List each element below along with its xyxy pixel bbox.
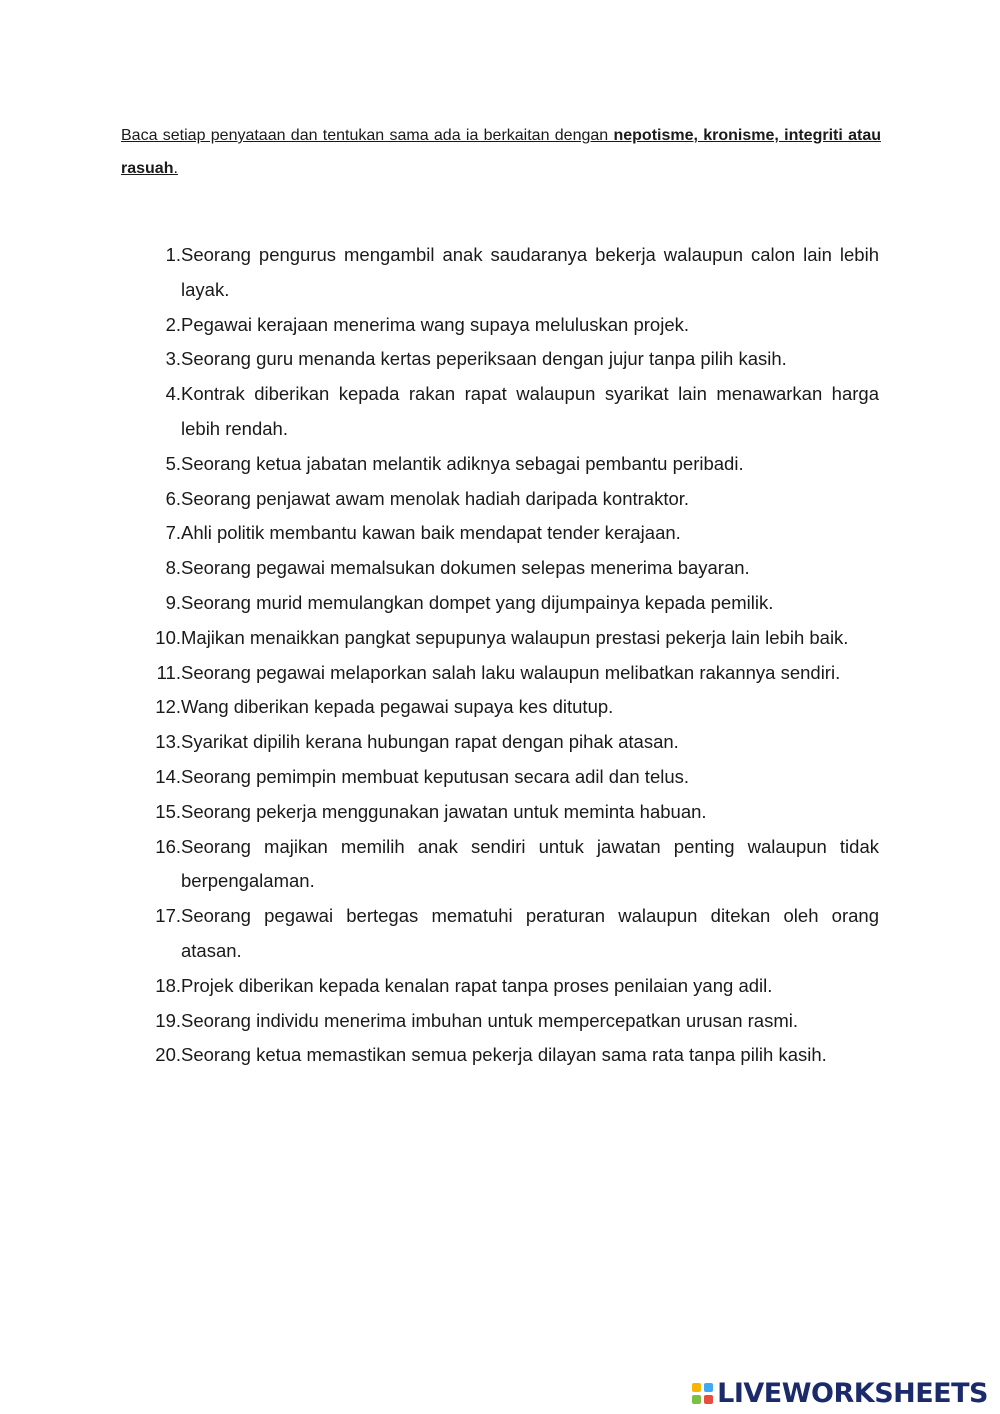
question-text: Seorang majikan memilih anak sendiri untuk jawatan penting walaupun tidak berpengalaman. — [181, 835, 879, 892]
list-item — [147, 551, 879, 586]
question-number: 16. — [155, 835, 181, 857]
question-text: Ahli politik membantu kawan baik mendapat tender kerajaan. — [181, 522, 681, 544]
question-number: 14. — [155, 765, 181, 787]
instruction-text — [121, 119, 881, 185]
question-text: Seorang penjawat awam menolak hadiah daripada kontraktor. — [181, 487, 690, 509]
question-number: 4. — [165, 383, 181, 405]
question-text: Seorang pegawai memalsukan dokumen selepas menerima bayaran. — [181, 557, 750, 579]
question-number: 10. — [155, 626, 181, 648]
list-item — [147, 795, 879, 830]
question-number: 8. — [165, 557, 181, 579]
question-number: 11. — [156, 661, 181, 683]
list-item — [147, 830, 879, 900]
question-text: Seorang pemimpin membuat keputusan secara adil dan telus. — [181, 765, 690, 787]
question-list — [147, 238, 879, 1073]
question-number: 13. — [155, 731, 181, 753]
question-number: 18. — [155, 974, 181, 996]
question-text: Syarikat dipilih kerana hubungan rapat dengan pihak atasan. — [181, 731, 679, 753]
question-number: 6. — [165, 487, 181, 509]
question-text: Seorang murid memulangkan dompet yang dijumpainya kepada pemilik. — [181, 591, 774, 613]
list-item — [147, 899, 879, 969]
question-text: Pegawai kerajaan menerima wang supaya meluluskan projek. — [181, 313, 690, 335]
question-text: Seorang pegawai melaporkan salah laku walaupun melibatkan rakannya sendiri. — [181, 661, 841, 683]
list-item — [147, 1004, 879, 1039]
question-number: 20. — [155, 1044, 181, 1066]
question-text: Wang diberikan kepada pegawai supaya kes ditutup. — [181, 696, 614, 718]
instruction-bold: nepotisme, kronisme, integriti atau rasuah — [121, 127, 881, 177]
question-number: 1. — [165, 244, 181, 265]
list-item — [147, 969, 879, 1004]
question-text: Kontrak diberikan kepada rakan rapat walaupun syarikat lain menawarkan harga lebih rendah. — [181, 383, 879, 439]
question-number: 15. — [155, 800, 181, 822]
logo-square-4 — [704, 1395, 713, 1404]
question-number: 17. — [155, 905, 181, 927]
list-item — [147, 725, 879, 760]
question-number: 7. — [165, 522, 181, 544]
list-item — [147, 1038, 879, 1073]
list-item — [147, 760, 879, 795]
question-number: 2. — [165, 313, 181, 335]
logo-square-2 — [704, 1383, 713, 1392]
list-item — [147, 516, 879, 551]
list-item — [147, 656, 879, 691]
list-item — [147, 377, 879, 447]
question-text: Seorang guru menanda kertas peperiksaan dengan jujur tanpa pilih kasih. — [181, 348, 787, 370]
liveworksheets-logo-icon — [692, 1383, 713, 1404]
question-text: Seorang individu menerima imbuhan untuk mempercepatkan urusan rasmi. — [181, 1009, 798, 1031]
list-item — [147, 447, 879, 482]
question-number: 5. — [165, 452, 181, 474]
list-item — [147, 621, 879, 656]
logo-square-1 — [692, 1383, 701, 1392]
instruction-plain: Baca setiap penyataan dan tentukan sama ada ia berkaitan dengan — [121, 127, 614, 144]
question-text: Projek diberikan kepada kenalan rapat tanpa proses penilaian yang adil. — [181, 974, 773, 996]
list-item — [147, 342, 879, 377]
logo-square-3 — [692, 1395, 701, 1404]
list-item — [147, 482, 879, 517]
question-number: 9. — [165, 591, 181, 613]
instruction-end: . — [173, 160, 178, 177]
question-number: 19. — [155, 1009, 181, 1031]
question-text: Seorang ketua memastikan semua pekerja dilayan sama rata tanpa pilih kasih. — [181, 1044, 827, 1066]
list-item — [147, 690, 879, 725]
list-item — [147, 586, 879, 621]
question-text: Seorang pegawai bertegas mematuhi peraturan walaupun ditekan oleh orang atasan. — [181, 905, 879, 961]
question-number: 3. — [165, 348, 181, 370]
list-item — [147, 308, 879, 343]
liveworksheets-logo — [692, 1378, 988, 1408]
question-text: Seorang ketua jabatan melantik adiknya sebagai pembantu peribadi. — [181, 452, 744, 474]
list-item — [147, 238, 879, 308]
question-text: Seorang pekerja menggunakan jawatan untuk meminta habuan. — [181, 800, 707, 822]
question-text: Seorang pengurus mengambil anak saudaranya bekerja walaupun calon lain lebih layak. — [181, 244, 879, 300]
question-number: 12. — [155, 696, 181, 718]
logo-text: LIVEWORKSHEETS — [717, 1377, 988, 1409]
question-text: Majikan menaikkan pangkat sepupunya walaupun prestasi pekerja lain lebih baik. — [181, 626, 849, 648]
